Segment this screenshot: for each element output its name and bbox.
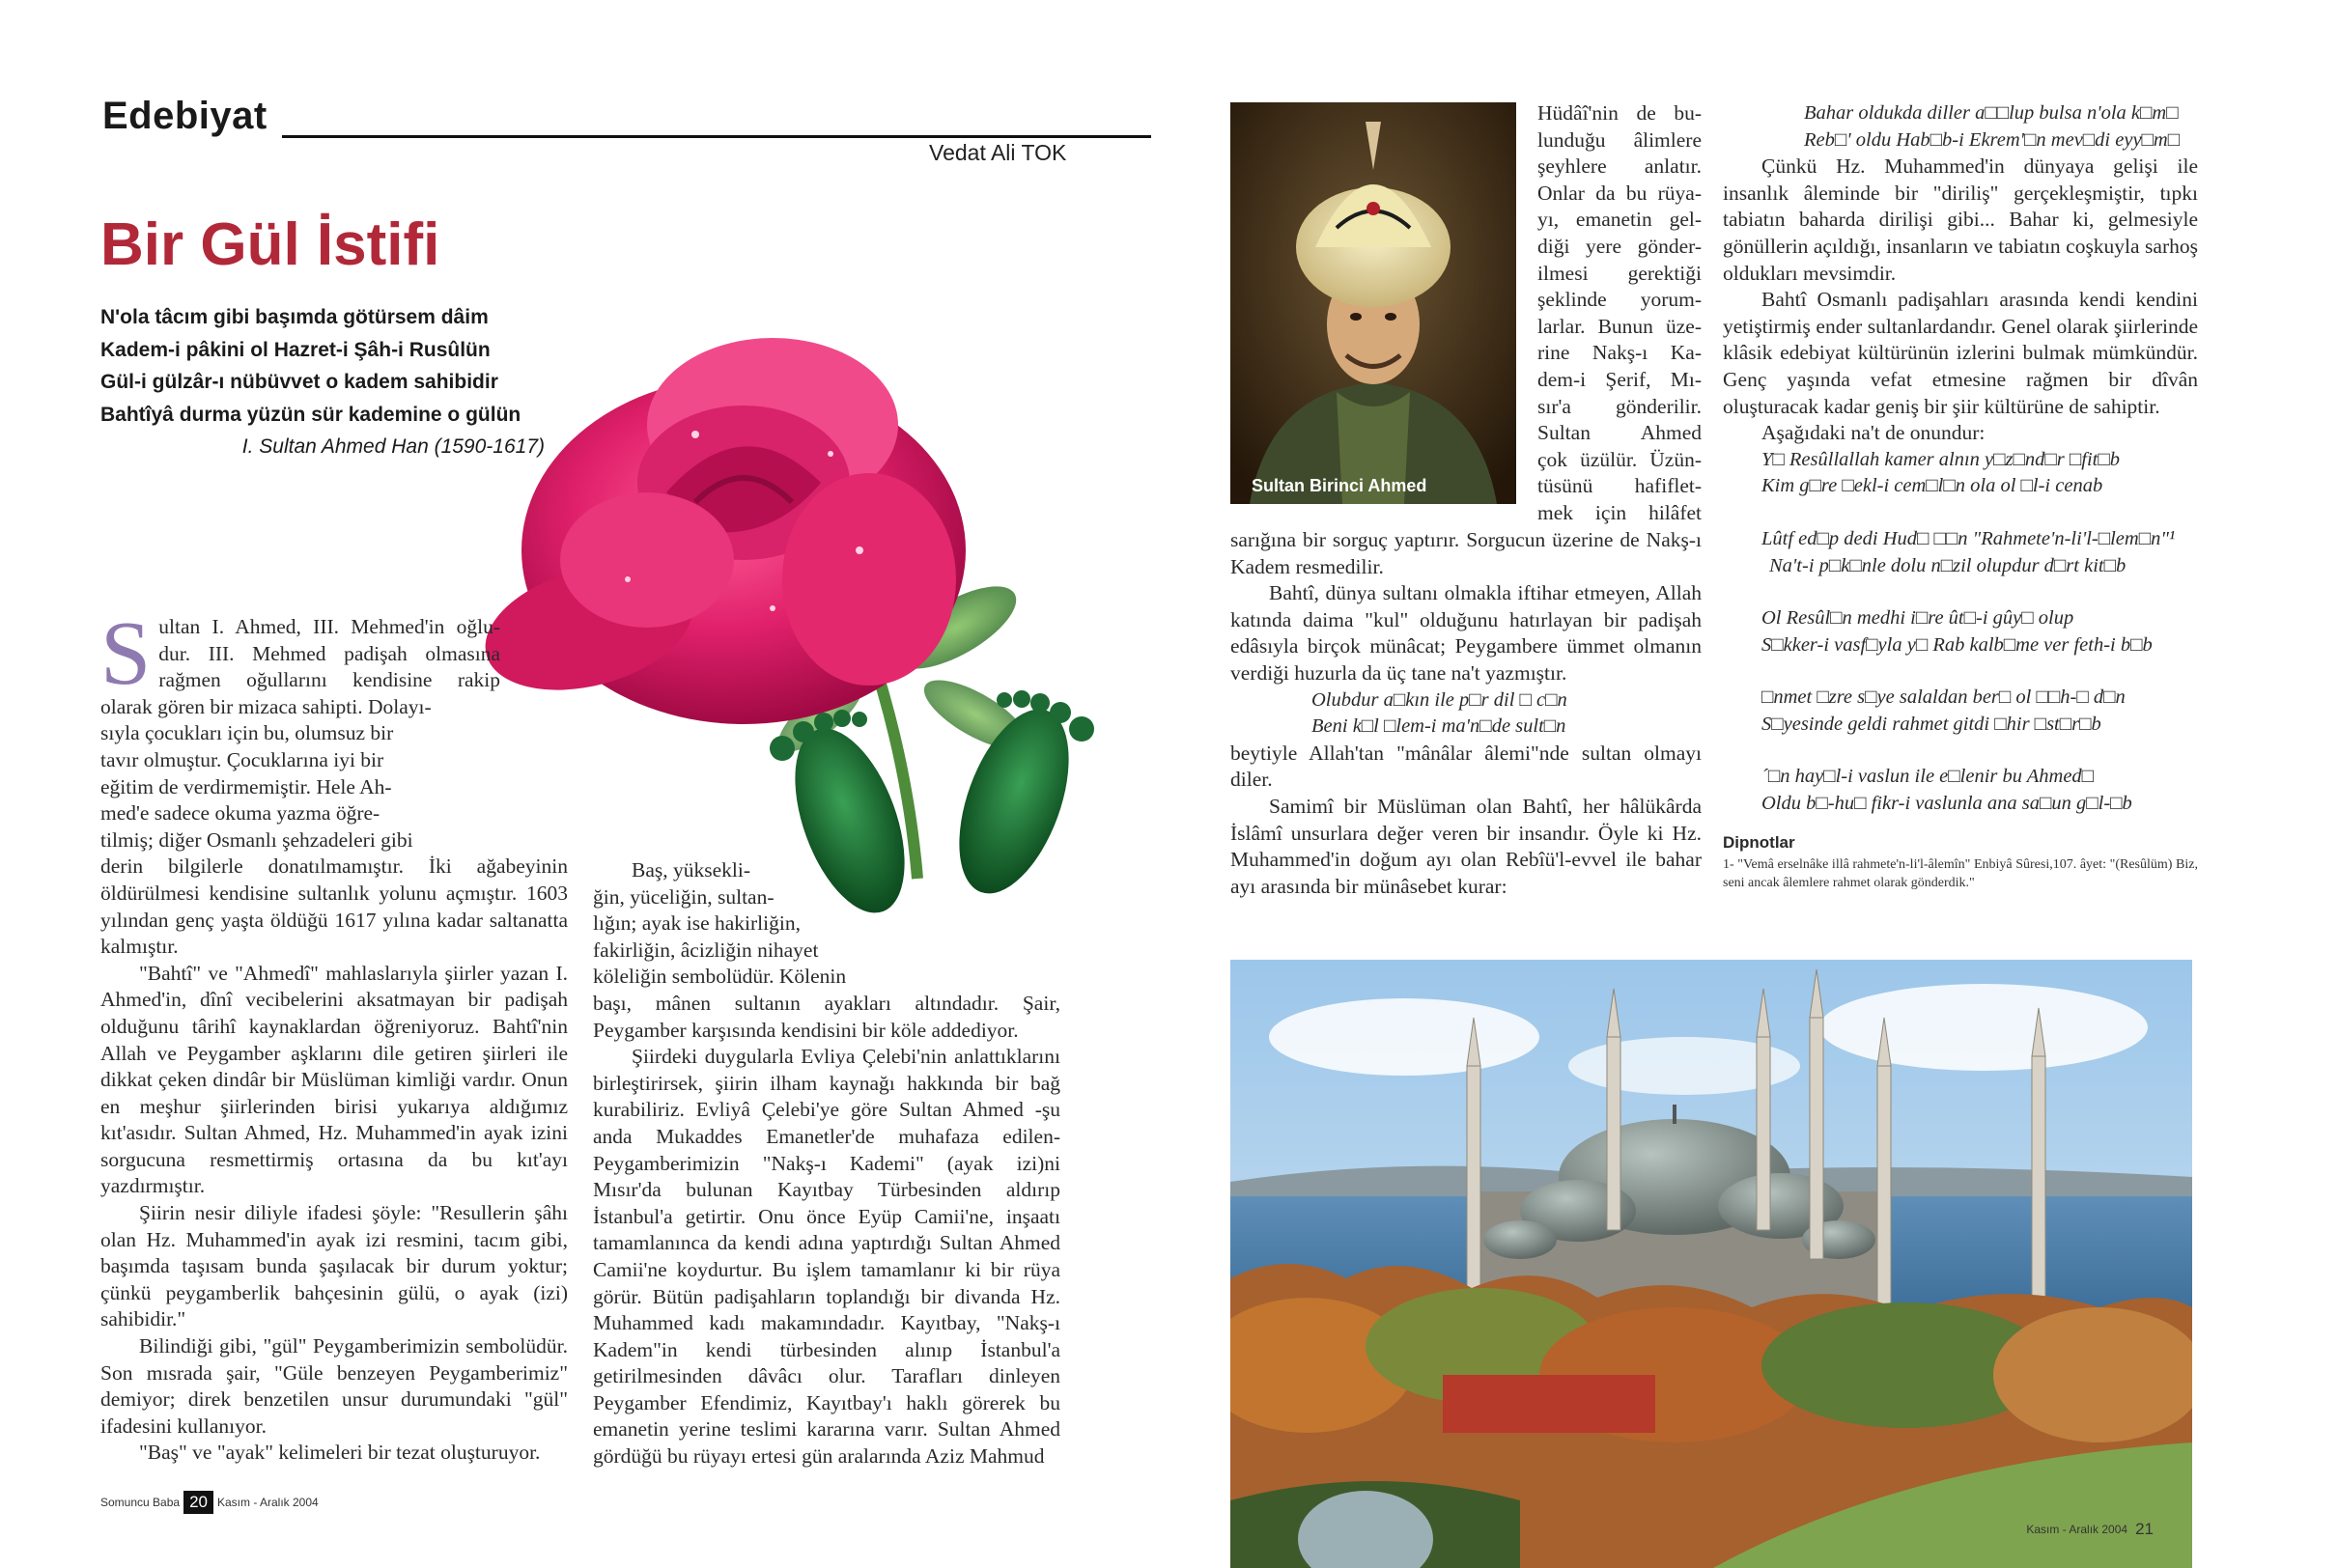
text-line: şeklinde yorum- <box>1537 288 1702 312</box>
text-line: olarak gören bir mizaca sahipti. Dolayı- <box>100 694 432 718</box>
page-number: 21 <box>2135 1520 2154 1538</box>
text-line: çok üzülür. Üzün- <box>1537 447 1702 471</box>
verse-line: Olubdur a□kın ile p□r dil □ c□n <box>1311 688 1567 711</box>
text-line: şeyhlere anlatır. <box>1537 154 1702 179</box>
text-line: mek için hilâfet <box>1537 500 1702 524</box>
naat-poem <box>1723 447 2198 818</box>
bahar-couplet <box>1723 100 2198 154</box>
verse-line: S□kker-i vasf□yla y□ Rab kalb□me ver feth-i b□b <box>1761 633 2153 656</box>
paragraph: sarığına bir sorguç yaptırır. Sorgucun üzerine de Nakş-ı Kadem resmedilir. <box>1230 528 1702 578</box>
article-title: Bir Gül İstifi <box>100 211 440 278</box>
paragraph: başı, mânen sultanın ayakları altındadır. Şair, Peygamber karşısında kendisini bir köle addediyor. <box>593 991 1060 1042</box>
paragraph: Aşağıdaki na't de onundur: <box>1761 421 1986 445</box>
left-footer <box>100 1491 319 1514</box>
verse-line: Y□ Resûllallah kamer alnın y□z□nd□r □fit□b <box>1761 448 2120 470</box>
section-rule <box>282 135 1151 138</box>
footnote: 1- "Vemâ erselnâke illâ rahmete'n-li'l-âlemîn" Enbiyâ Sûresi,107. âyet: "(Resûlüm) Biz, seni ancak âlemlere rahmet olarak gönderdik." <box>1723 857 2198 891</box>
paragraph: derin bilgilerle donatılmamıştır. İki ağabeyinin öldürülmesi kendisine sultanlık yolunu açmıştır. 1603 yılından genç yaşta öldüğü 1617 yılına kadar saltanatta kalmıştır. <box>100 854 568 959</box>
verse-line: Ol Resûl□n medhi i□re ût□-i gûy□ olup <box>1761 607 2074 630</box>
right-column-2 <box>1723 100 2198 892</box>
verse-line: S□yesinde geldi rahmet gitdi □hir □st□r□b <box>1761 713 2101 735</box>
verse-line: Na't-i p□k□nle dolu n□zil olupdur d□rt kit□b <box>1769 554 2127 576</box>
portrait-painting <box>1230 102 1516 504</box>
text-line: sır'a gönderilir. <box>1537 394 1702 418</box>
paragraph: Şiirin nesir diliyle ifadesi şöyle: "Resullerin şâhı olan Hz. Muhammed'in ayak izi resmini, tacım gibi, başımda taşısam bunda şaşılacak bir durum yoktur; çünkü peygamberlik bahçesinin gülü, o ayak (izi) sahibidir." <box>100 1201 568 1331</box>
text-line: tavır olmuştur. Çocuklarına iyi bir <box>100 747 384 771</box>
text-line: dem-i Şerif, Mı- <box>1537 367 1702 391</box>
text-line: ğin, yüceliğin, sultan- <box>593 884 775 909</box>
issue-date: Kasım - Aralık 2004 <box>216 1496 319 1509</box>
text-line: Hüdâî'nin de bu- <box>1537 101 1702 125</box>
sultanahmet-mosque-image <box>1230 960 2192 1568</box>
sultan-portrait <box>1230 102 1516 504</box>
left-column-2 <box>593 857 1060 1470</box>
verse-line: Reb□' oldu Hab□b-i Ekrem'□n mev□di eyy□m□ <box>1804 128 2181 151</box>
verse-line: □nmet □zre s□ye salaldan ber□ ol □□h-□ d□n <box>1761 686 2126 709</box>
right-column-1 <box>1230 527 1702 900</box>
epigraph-line: Gül-i gülzâr-ı nübüvvet o kadem sahibidir <box>100 371 498 393</box>
text-line: larlar. Bunun üze- <box>1537 314 1702 338</box>
text-line: lığın; ayak ise hakirliğin, <box>593 911 801 936</box>
issue-date: Kasım - Aralık 2004 <box>2026 1523 2128 1536</box>
epigraph-line: Bahtîyâ durma yüzün sür kademine o gülün <box>100 403 521 426</box>
paragraph: Samimî bir Müslüman olan Bahtî, her hâlükârda İslâmî unsurlara değer veren bir insandır. Öyle ki Hz. Muhammed'in doğum ayı olan Rebîü'l-evvel ile bahar ayı arasında bir münâsebet kurar: <box>1230 794 1702 898</box>
text-line: Onlar da bu rüya- <box>1537 181 1702 205</box>
text-line: sıyla çocukları için bu, olumsuz bir <box>100 721 394 745</box>
text-line: tilmiş; diğer Osmanlı şehzadeleri gibi <box>100 827 413 852</box>
verse-line: ´□n hay□l-i vaslun ile e□lenir bu Ahmed□ <box>1761 766 2095 788</box>
text-line: eğitim de verdirmemiştir. Hele Ah- <box>100 774 392 798</box>
verse-line: Lûtf ed□p dedi Hud□ □□n "Rahmete'n-li'l-□lem□n"¹ <box>1761 527 2176 549</box>
left-column-1 <box>100 603 568 1467</box>
text-line: ultan I. Ahmed, III. Mehmed'in oğlu- <box>158 615 500 638</box>
paragraph: Bahtî Osmanlı padişahları arasında kendi kendini yetiştirmiş ender sultanlardandır. Genel olarak şiirlerinde klâsik edebiyat kültürünün izlerini bulmak mümkündür. Genç yaşında vefat etmesine rağmen bir dîvân oluşturacak kadar geniş bir şiir kültürüne de sahiptir. <box>1723 288 2198 418</box>
text-line: Baş, yüksekli- <box>632 858 751 882</box>
verse-line: Bahar oldukda diller a□□lup bulsa n'ola k□m□ <box>1804 102 2179 124</box>
text-line: med'e sadece okuma yazma öğre- <box>100 801 380 826</box>
text-line: rağmen oğullarını kendisine rakip <box>158 668 500 692</box>
page-number: 20 <box>183 1491 213 1514</box>
text-line: lunduğu âlimlere <box>1537 127 1702 152</box>
drop-cap: S <box>100 603 152 704</box>
portrait-caption: Sultan Birinci Ahmed <box>1252 476 1427 495</box>
magazine-name: Somuncu Baba <box>100 1496 181 1509</box>
text-line: diği yere gönder- <box>1537 234 1702 258</box>
right-footer <box>2026 1520 2154 1539</box>
text-line: Sultan Ahmed <box>1537 421 1702 445</box>
section-label: Edebiyat <box>102 95 268 137</box>
paragraph: beytiyle Allah'tan "mânâlar âlemi"nde sultan olmayı diler. <box>1230 741 1702 792</box>
mosque-photo <box>1230 960 2192 1568</box>
couplet <box>1230 687 1702 741</box>
author-name: Vedat Ali TOK <box>929 140 1067 165</box>
epigraph-attribution: I. Sultan Ahmed Han (1590-1617) <box>241 435 545 458</box>
epigraph-line: N'ola tâcım gibi başımda götürsem dâim <box>100 306 489 328</box>
paragraph: Bahtî, dünya sultanı olmakla iftihar etmeyen, Allah katında daima "kul" olduğunu hatırlayan bir padişah edâsıyla birçok münâcat; Peygambere ümmet olmanın verdiği huzurla da üç tane na't yazmıştır. <box>1230 581 1702 685</box>
right-column-1-beside <box>1537 100 1702 527</box>
text-line: rine Nakş-ı Ka- <box>1537 341 1702 365</box>
paragraph: "Bahtî" ve "Ahmedî" mahlaslarıyla şiirler yazan I. Ahmed'in, dînî vecibelerini aksatmayan bir padişah olduğunu târihî kaynaklardan öğreniyoruz. Bahtî'nin Allah ve Peygamber aşklarını dile getiren şiirleri ile dikkat çeken dindâr bir Müslüman kimliği vardır. Onun en meşhur şiirlerinden birisi yukarıya aldığımız kıt'asıdır. Sultan Ahmed, Hz. Muhammed'in ayak izini sorgucuna resmettirmiş ortasına da bu kıt'ayı yazdırmıştır. <box>100 961 568 1198</box>
text-line: fakirliğin, âcizliğin nihayet <box>593 938 819 962</box>
text-line: tüsünü hafiflet- <box>1537 474 1702 498</box>
text-line: ilmesi gerektiği <box>1537 261 1702 285</box>
paragraph: Bilindiği gibi, "gül" Peygamberimizin sembolüdür. Son mısrada şair, "Güle benzeyen Peygamberimiz" demiyor; direk benzetilen unsur durumundaki "gül" ifadesini kullanıyor. <box>100 1334 568 1438</box>
verse-line: Oldu b□-hu□ fikr-i vaslunla ana sa□un g□l-□b <box>1761 793 2132 815</box>
verse-line: Beni k□l □lem-i ma'n□de sult□n <box>1311 715 1566 738</box>
paragraph: "Baş" ve "ayak" kelimeleri bir tezat oluşturuyor. <box>139 1441 541 1465</box>
text-line: köleliğin sembolüdür. Kölenin <box>593 965 847 989</box>
verse-line: Kim g□re □ekl-i cem□l□n ola ol □l-i cenab <box>1761 475 2103 497</box>
footnotes-title: Dipnotlar <box>1723 832 1795 852</box>
text-line: dur. III. Mehmed padişah olmasına <box>158 641 500 665</box>
paragraph: Şiirdeki duygularla Evliya Çelebi'nin anlattıklarını birleştirirsek, şiirin ilham kaynağı hakkında bir bağ kurabiliriz. Evliyâ Çelebi'ye göre Sultan Ahmed -şu anda Mukaddes Emanetler'de muhafaza edilen- Peygamberimizin "Nakş-ı Kademi" (ayak izi)ni Mısır'da bulunan Kayıtbay Türbesinden aldırıp İstanbul'a getirtir. Onu önce Eyüp Camii'ne, inşaatı tamamlanınca da kendi adına yaptırdığı Sultan Ahmed Camii'ne koydurtur. Bu işlem tamamlanır ki bir rüya görür. Bütün padişahların toplandığı bir divanda Hz. Muhammed kadı makamındadır. Kayıtbay, "Nakş-ı Kadem"in kendi türbesinden alınıp İstanbul'a getirilmesinden dâvâcı olur. Tarafları dinleyen Peygamber Efendimiz, Kayıtbay'ı haklı görerek bu emanetin yerine teslimi kararına varır. Sultan Ahmed gördüğü bu rüyayı ertesi gün aralarında Aziz Mahmud <box>593 1045 1060 1469</box>
epigraph-line: Kadem-i pâkini ol Hazret-i Şâh-i Rusûlün <box>100 338 491 361</box>
text-line: yı, emanetin gel- <box>1537 208 1702 232</box>
paragraph: Çünkü Hz. Muhammed'in dünyaya gelişi ile insanlık âleminde bir "diriliş" gerçekleşmiştir, tıpkı tabiatın baharda dirilişi gibi... Bahar ki, gelmesiyle gönüllerin açıldığı, insanların ve tabiatın coşkuyla sarhoş oldukları mevsimdir. <box>1723 154 2198 285</box>
